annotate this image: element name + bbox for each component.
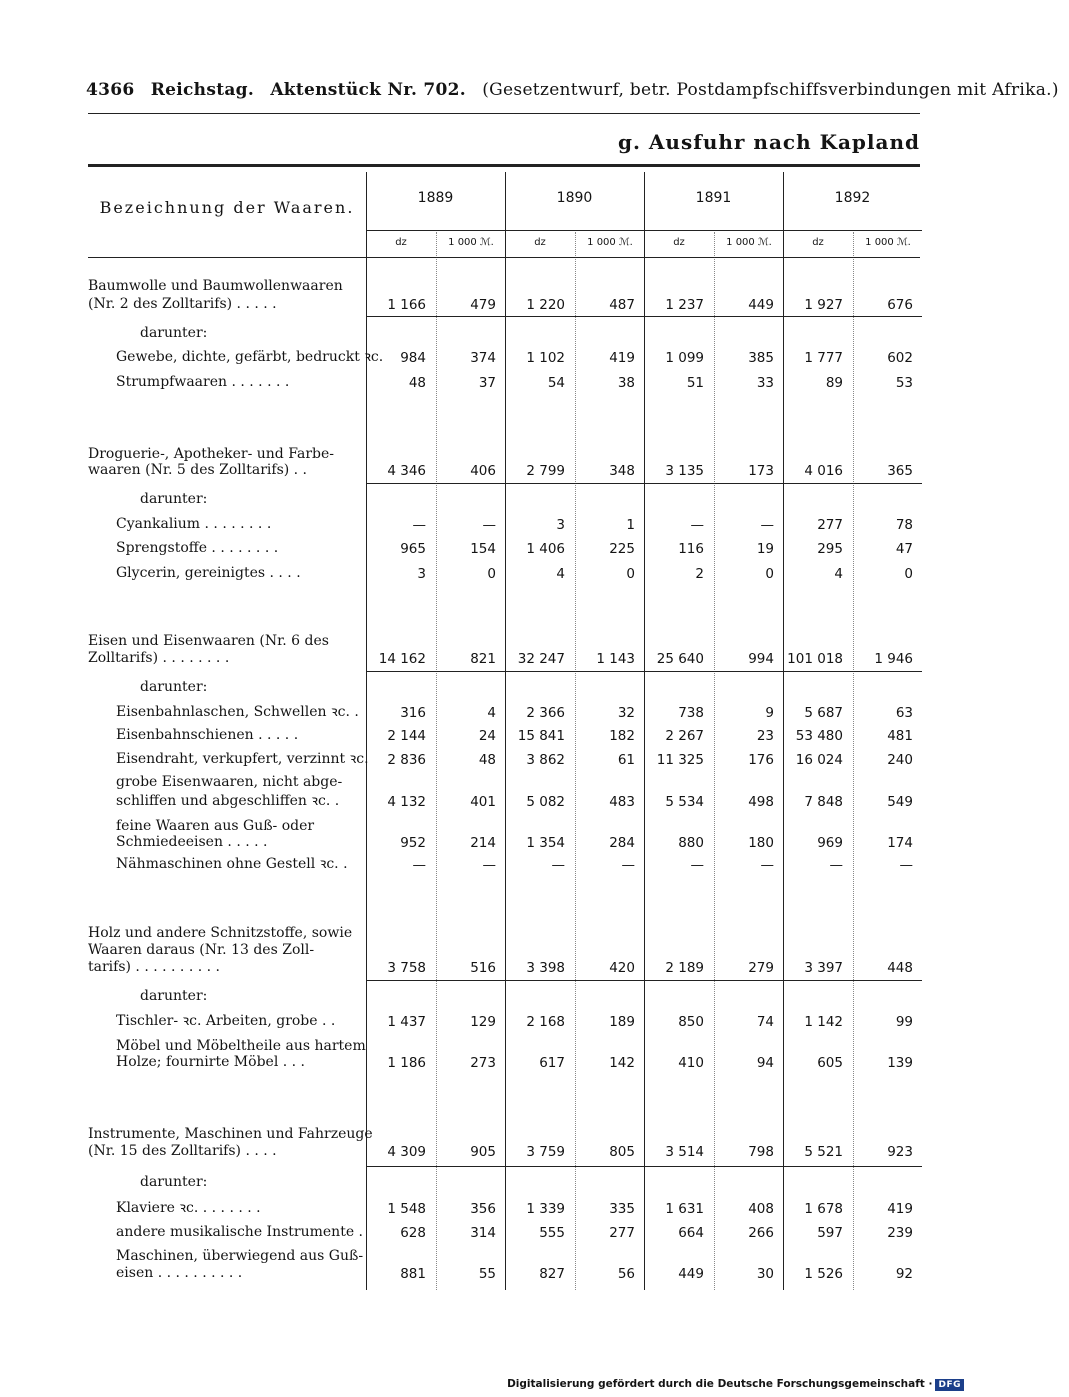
- row-label: Droguerie-, Apotheker- und Farbe-: [88, 446, 334, 462]
- header-rule: [88, 113, 920, 114]
- table-cell: 676: [887, 297, 913, 313]
- table-cell: 2 366: [526, 705, 565, 721]
- table-cell: 1 166: [387, 297, 426, 313]
- table-cell: 23: [756, 728, 774, 744]
- row-label: waaren (Nr. 5 des Zolltarifs) . .: [88, 462, 308, 478]
- table-cell: 498: [748, 794, 774, 810]
- table-cell: 99: [895, 1014, 913, 1030]
- table-cell: 3 398: [526, 960, 565, 976]
- table-cell: 2: [695, 566, 704, 582]
- table-cell: 173: [748, 463, 774, 479]
- page-number: 4366: [86, 80, 135, 100]
- table-cell: 5 521: [804, 1144, 843, 1160]
- unit-value-header: 1 000 ℳ.: [448, 237, 494, 248]
- table-cell: 664: [678, 1225, 704, 1241]
- row-label: Baumwolle und Baumwollenwaaren: [88, 278, 343, 294]
- table-cell: 47: [895, 541, 913, 557]
- section-rule: [366, 671, 922, 672]
- row-label: Tischler- ꝛc. Arbeiten, grobe . .: [116, 1013, 336, 1029]
- table-cell: 277: [609, 1225, 635, 1241]
- table-cell: 4: [834, 566, 843, 582]
- table-cell: —: [690, 517, 704, 533]
- table-cell: 25 640: [656, 651, 704, 667]
- table-cell: 994: [748, 651, 774, 667]
- table-cell: 1 237: [665, 297, 704, 313]
- table-cell: 129: [470, 1014, 496, 1030]
- table-cell: —: [482, 517, 496, 533]
- table-cell: 3: [417, 566, 426, 582]
- table-cell: 92: [895, 1266, 913, 1282]
- table-cell: 1 678: [804, 1201, 843, 1217]
- table-cell: 5 082: [526, 794, 565, 810]
- table-cell: 602: [887, 350, 913, 366]
- table-cell: 19: [756, 541, 774, 557]
- row-label: Maschinen, überwiegend aus Guß-: [116, 1248, 364, 1264]
- row-label: Holz und andere Schnitzstoffe, sowie: [88, 925, 353, 941]
- table-cell: 449: [678, 1266, 704, 1282]
- table-cell: 94: [756, 1055, 774, 1071]
- table-cell: 180: [748, 835, 774, 851]
- unit-dz-header: dz: [812, 237, 824, 248]
- unit-value-header: 1 000 ℳ.: [865, 237, 911, 248]
- table-cell: 821: [470, 651, 496, 667]
- table-cell: 3 135: [665, 463, 704, 479]
- table-cell: 365: [887, 463, 913, 479]
- table-cell: 798: [748, 1144, 774, 1160]
- table-cell: 827: [539, 1266, 565, 1282]
- table-cell: 850: [678, 1014, 704, 1030]
- table-cell: 30: [756, 1266, 774, 1282]
- row-label: Schmiedeeisen . . . . .: [116, 834, 268, 850]
- table-cell: —: [551, 857, 565, 873]
- table-cell: 419: [887, 1201, 913, 1217]
- dfg-logo: DFG: [935, 1379, 964, 1391]
- table-cell: 101 018: [787, 651, 843, 667]
- table-cell: 483: [609, 794, 635, 810]
- table-cell: 63: [895, 705, 913, 721]
- row-label: Cyankalium . . . . . . . .: [116, 516, 272, 532]
- table-cell: 4: [487, 705, 496, 721]
- table-cell: 4 016: [804, 463, 843, 479]
- table-cell: 314: [470, 1225, 496, 1241]
- table-cell: 1: [626, 517, 635, 533]
- table-cell: 225: [609, 541, 635, 557]
- table-cell: 266: [748, 1225, 774, 1241]
- table-cell: 385: [748, 350, 774, 366]
- row-label: darunter:: [140, 491, 208, 507]
- table-cell: 11 325: [656, 752, 704, 768]
- table-cell: 0: [626, 566, 635, 582]
- row-label: grobe Eisenwaaren, nicht abge-: [116, 774, 343, 790]
- table-cell: 1 102: [526, 350, 565, 366]
- table-cell: 3: [556, 517, 565, 533]
- table-cell: —: [760, 857, 774, 873]
- table-cell: —: [760, 517, 774, 533]
- table-cell: —: [899, 857, 913, 873]
- label-column-header: Bezeichnung der Waaren.: [99, 198, 355, 217]
- table-cell: 240: [887, 752, 913, 768]
- table-cell: 174: [887, 835, 913, 851]
- table-cell: 24: [478, 728, 496, 744]
- row-label: darunter:: [140, 1174, 208, 1190]
- year-header: 1892: [834, 190, 871, 206]
- table-cell: 2 836: [387, 752, 426, 768]
- table-cell: —: [829, 857, 843, 873]
- row-label: Gewebe, dichte, gefärbt, bedruckt ꝛc.: [116, 349, 384, 365]
- table-cell: 277: [817, 517, 843, 533]
- table-cell: 1 142: [804, 1014, 843, 1030]
- row-label: Eisenbahnschienen . . . . .: [116, 727, 299, 743]
- table-cell: 628: [400, 1225, 426, 1241]
- table-cell: 139: [887, 1055, 913, 1071]
- table-cell: 420: [609, 960, 635, 976]
- table-cell: 89: [825, 375, 843, 391]
- section-rule: [366, 316, 922, 317]
- table-cell: 605: [817, 1055, 843, 1071]
- row-label: andere musikalische Instrumente .: [116, 1224, 364, 1240]
- table-cell: 4 132: [387, 794, 426, 810]
- table-cell: 3 514: [665, 1144, 704, 1160]
- row-label: Eisenbahnlaschen, Schwellen ꝛc. .: [116, 704, 359, 720]
- unit-dz-header: dz: [673, 237, 685, 248]
- table-cell: 32: [617, 705, 635, 721]
- table-cell: 448: [887, 960, 913, 976]
- table-cell: 1 339: [526, 1201, 565, 1217]
- table-cell: 9: [765, 705, 774, 721]
- table-cell: 154: [470, 541, 496, 557]
- table-cell: 1 406: [526, 541, 565, 557]
- table-cell: 965: [400, 541, 426, 557]
- table-cell: —: [412, 517, 426, 533]
- header-body: Reichstag.: [150, 80, 255, 100]
- year-header: 1890: [556, 190, 593, 206]
- table-cell: 142: [609, 1055, 635, 1071]
- section-title: g. Ausfuhr nach Kapland: [617, 130, 920, 154]
- table-cell: 189: [609, 1014, 635, 1030]
- header-document: Aktenstück Nr. 702.: [270, 80, 467, 100]
- table-cell: 3 397: [804, 960, 843, 976]
- row-label: Sprengstoffe . . . . . . . .: [116, 540, 279, 556]
- year-header: 1889: [417, 190, 454, 206]
- unit-value-header: 1 000 ℳ.: [587, 237, 633, 248]
- row-label: Klaviere ꝛc. . . . . . . .: [116, 1200, 261, 1216]
- footer-credit: [507, 1378, 964, 1391]
- table-cell: 48: [408, 375, 426, 391]
- section-rule: [366, 980, 922, 981]
- table-cell: 984: [400, 350, 426, 366]
- table-cell: 549: [887, 794, 913, 810]
- table-cell: 356: [470, 1201, 496, 1217]
- row-label: Strumpfwaaren . . . . . . .: [116, 374, 290, 390]
- table-cell: 15 841: [517, 728, 565, 744]
- unit-dz-header: dz: [534, 237, 546, 248]
- table-cell: 952: [400, 835, 426, 851]
- table-cell: 176: [748, 752, 774, 768]
- table-cell: 51: [686, 375, 704, 391]
- table-cell: 56: [617, 1266, 635, 1282]
- table-cell: 617: [539, 1055, 565, 1071]
- row-label: Waaren daraus (Nr. 13 des Zoll-: [88, 942, 315, 958]
- table-cell: 4: [556, 566, 565, 582]
- header-subject: (Gesetzentwurf, betr. Postdampfschiffsverbindungen mit Afrika.): [482, 80, 1059, 100]
- row-label: darunter:: [140, 679, 208, 695]
- table-cell: 78: [895, 517, 913, 533]
- table-cell: 923: [887, 1144, 913, 1160]
- row-label: eisen . . . . . . . . . .: [116, 1265, 243, 1281]
- table-cell: 53: [895, 375, 913, 391]
- table-cell: 419: [609, 350, 635, 366]
- section-rule: [366, 483, 922, 484]
- table-cell: 0: [765, 566, 774, 582]
- table-cell: 116: [678, 541, 704, 557]
- table-cell: 1 143: [596, 651, 635, 667]
- table-cell: 0: [487, 566, 496, 582]
- row-label: (Nr. 15 des Zolltarifs) . . . .: [88, 1143, 277, 1159]
- table-cell: 4 346: [387, 463, 426, 479]
- section-rule: [366, 1166, 922, 1167]
- table-cell: 54: [547, 375, 565, 391]
- row-label: Zolltarifs) . . . . . . . .: [88, 650, 230, 666]
- table-cell: 5 687: [804, 705, 843, 721]
- table-cell: 2 168: [526, 1014, 565, 1030]
- row-label: Eisendraht, verkupfert, verzinnt ꝛc.: [116, 751, 369, 767]
- table-cell: 406: [470, 463, 496, 479]
- table-cell: 74: [756, 1014, 774, 1030]
- table-cell: 374: [470, 350, 496, 366]
- table-cell: 408: [748, 1201, 774, 1217]
- table-cell: 273: [470, 1055, 496, 1071]
- table-cell: 1 186: [387, 1055, 426, 1071]
- table-cell: 1 631: [665, 1201, 704, 1217]
- row-label: feine Waaren aus Guß- oder: [116, 818, 315, 834]
- table-cell: 1 437: [387, 1014, 426, 1030]
- footer-text: Digitalisierung gefördert durch die Deutsche Forschungsgemeinschaft ·: [507, 1378, 933, 1390]
- table-cell: —: [482, 857, 496, 873]
- table-cell: 38: [617, 375, 635, 391]
- table-cell: 348: [609, 463, 635, 479]
- table-cell: 410: [678, 1055, 704, 1071]
- table-cell: 182: [609, 728, 635, 744]
- table-cell: —: [690, 857, 704, 873]
- table-cell: 487: [609, 297, 635, 313]
- table-cell: 2 799: [526, 463, 565, 479]
- table-cell: 479: [470, 297, 496, 313]
- table-cell: 48: [478, 752, 496, 768]
- row-label: (Nr. 2 des Zolltarifs) . . . . .: [88, 296, 277, 312]
- row-label: Möbel und Möbeltheile aus hartem: [116, 1038, 366, 1054]
- table-top-rule: [88, 164, 920, 167]
- unit-dz-header: dz: [395, 237, 407, 248]
- table-cell: 7 848: [804, 794, 843, 810]
- table-cell: 316: [400, 705, 426, 721]
- table-cell: 295: [817, 541, 843, 557]
- table-cell: 61: [617, 752, 635, 768]
- table-cell: 969: [817, 835, 843, 851]
- table-cell: 335: [609, 1201, 635, 1217]
- table-cell: 2 189: [665, 960, 704, 976]
- table-cell: 3 758: [387, 960, 426, 976]
- row-label: tarifs) . . . . . . . . . .: [88, 959, 220, 975]
- row-label: schliffen und abgeschliffen ꝛc. .: [116, 793, 340, 809]
- table-cell: 1 946: [874, 651, 913, 667]
- table-cell: 0: [904, 566, 913, 582]
- row-label: Eisen und Eisenwaaren (Nr. 6 des: [88, 633, 329, 649]
- unit-value-header: 1 000 ℳ.: [726, 237, 772, 248]
- table-cell: 1 526: [804, 1266, 843, 1282]
- table-cell: 597: [817, 1225, 843, 1241]
- table-cell: 3 862: [526, 752, 565, 768]
- row-label: Glycerin, gereinigtes . . . .: [116, 565, 301, 581]
- row-label: darunter:: [140, 988, 208, 1004]
- year-header-rule: [366, 230, 922, 231]
- table-cell: 1 354: [526, 835, 565, 851]
- table-cell: 16 024: [795, 752, 843, 768]
- table-cell: 738: [678, 705, 704, 721]
- year-header: 1891: [695, 190, 732, 206]
- table-cell: 32 247: [517, 651, 565, 667]
- table-cell: 37: [478, 375, 496, 391]
- table-cell: 239: [887, 1225, 913, 1241]
- row-label: Instrumente, Maschinen und Fahrzeuge: [88, 1126, 373, 1142]
- table-cell: 14 162: [378, 651, 426, 667]
- row-label: Nähmaschinen ohne Gestell ꝛc. .: [116, 856, 348, 872]
- table-cell: 1 220: [526, 297, 565, 313]
- table-cell: 481: [887, 728, 913, 744]
- header-bottom-rule: [88, 257, 920, 258]
- table-cell: 880: [678, 835, 704, 851]
- table-cell: 1 548: [387, 1201, 426, 1217]
- table-cell: 516: [470, 960, 496, 976]
- table-cell: 4 309: [387, 1144, 426, 1160]
- table-cell: —: [412, 857, 426, 873]
- table-cell: —: [621, 857, 635, 873]
- table-cell: 1 099: [665, 350, 704, 366]
- table-cell: 279: [748, 960, 774, 976]
- table-cell: 555: [539, 1225, 565, 1241]
- table-cell: 3 759: [526, 1144, 565, 1160]
- table-cell: 2 267: [665, 728, 704, 744]
- row-label: Holze; fournirte Möbel . . .: [116, 1054, 305, 1070]
- page-header: [86, 80, 1059, 100]
- table-cell: 1 927: [804, 297, 843, 313]
- table-cell: 401: [470, 794, 496, 810]
- table-cell: 5 534: [665, 794, 704, 810]
- table-cell: 53 480: [795, 728, 843, 744]
- table-cell: 284: [609, 835, 635, 851]
- table-cell: 1 777: [804, 350, 843, 366]
- table-cell: 905: [470, 1144, 496, 1160]
- table-cell: 55: [478, 1266, 496, 1282]
- table-cell: 449: [748, 297, 774, 313]
- table-cell: 33: [756, 375, 774, 391]
- table-cell: 805: [609, 1144, 635, 1160]
- table-cell: 2 144: [387, 728, 426, 744]
- table-cell: 881: [400, 1266, 426, 1282]
- table-cell: 214: [470, 835, 496, 851]
- row-label: darunter:: [140, 325, 208, 341]
